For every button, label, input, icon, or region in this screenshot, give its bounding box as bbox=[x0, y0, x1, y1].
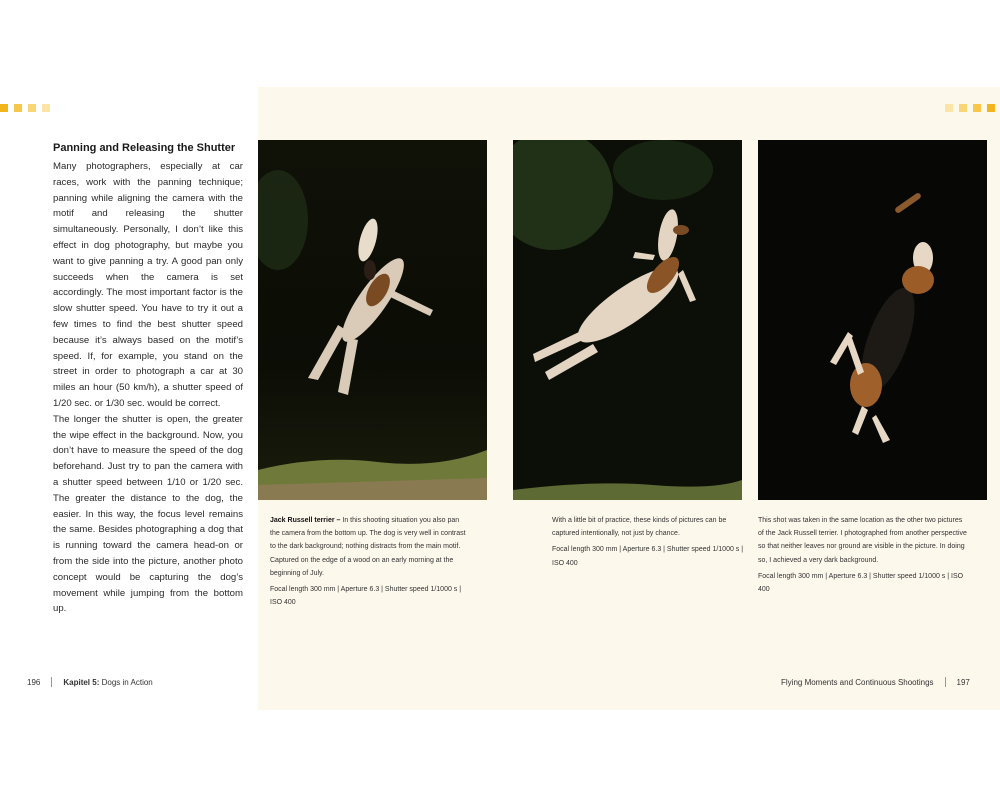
photo-caption-1 bbox=[270, 514, 470, 609]
caption-3-spec: Focal length 300 mm | Aperture 6.3 | Shutter speed 1/1000 s | ISO 400 bbox=[758, 572, 964, 594]
photo-caption-2 bbox=[552, 514, 750, 570]
corner-dots-right-icon bbox=[945, 104, 995, 112]
chapter-title: Dogs in Action bbox=[101, 677, 153, 687]
corner-dots-left-icon bbox=[0, 104, 50, 112]
footer-left bbox=[27, 677, 153, 687]
footer-divider bbox=[945, 677, 946, 687]
body-text bbox=[53, 159, 243, 617]
body-paragraph-2: The longer the shutter is open, the greater the wipe effect in the background. Now, you don’t have to measure the speed of the dog beforehand. Just try to pan the camera with a shutter speed between 1/10 or 1/20 sec. The greater the distance to the dog, the easier. In this way, the focus level remains the same. Besides photographing a dog that is running toward the camera head-on or from the side into the picture, another photo concept would be capturing the dog’s movement while jumping from the bottom up. bbox=[53, 413, 243, 615]
footer-divider bbox=[51, 677, 52, 687]
page-number-right: 197 bbox=[956, 677, 970, 687]
caption-1-spec: Focal length 300 mm | Aperture 6.3 | Shutter speed 1/1000 s | ISO 400 bbox=[270, 586, 462, 607]
caption-2-spec: Focal length 300 mm | Aperture 6.3 | Shutter speed 1/1000 s | ISO 400 bbox=[552, 546, 744, 567]
caption-1-title: Jack Russell terrier – bbox=[270, 517, 341, 524]
photo-dog-jump-2 bbox=[513, 140, 742, 500]
body-paragraph-1: Many photographers, especially at car races, work with the panning technique; panning while aligning the camera with the motif and releasing the shutter simultaneously. Personally, I don’t like this effect in dog photography, but maybe you want to give panning a try. A good pan only succeeds when the camera is set accordingly. The most important factor is the slow shutter speed. You have to try it out a few times to find the best shutter speed because it’s always based on the motif’s speed. If, for example, you stand on the street in order to photograph a car at 30 miles an hour (50 km/h), a shutter speed of 1/20 sec. or 1/30 sec. would be correct. bbox=[53, 161, 243, 409]
chapter-label: Kapitel 5: bbox=[63, 677, 100, 687]
running-title: Flying Moments and Continuous Shootings bbox=[781, 677, 934, 687]
caption-3-text: This shot was taken in the same location as the other two pictures of the Jack Russell terrier. I photographed from another perspective so that neither leaves nor ground are visible in the picture. In doing so, I achieved a very dark background. bbox=[758, 517, 967, 564]
section-heading: Panning and Releasing the Shutter bbox=[53, 142, 236, 154]
photo-dog-jump-3 bbox=[758, 140, 987, 500]
photo-caption-3 bbox=[758, 514, 968, 596]
footer-right bbox=[781, 677, 970, 687]
caption-1-text: In this shooting situation you also pan the camera from the bottom up. The dog is very well in contrast to the dark background; nothing distracts from the main motif. Captured on the edge of a wood on an early morning at the beginning of July. bbox=[270, 517, 466, 577]
caption-2-text: With a little bit of practice, these kinds of pictures can be captured intentionally, not just by chance. bbox=[552, 517, 727, 538]
page-number-left: 196 bbox=[27, 677, 41, 687]
photo-dog-jump-1 bbox=[258, 140, 487, 500]
